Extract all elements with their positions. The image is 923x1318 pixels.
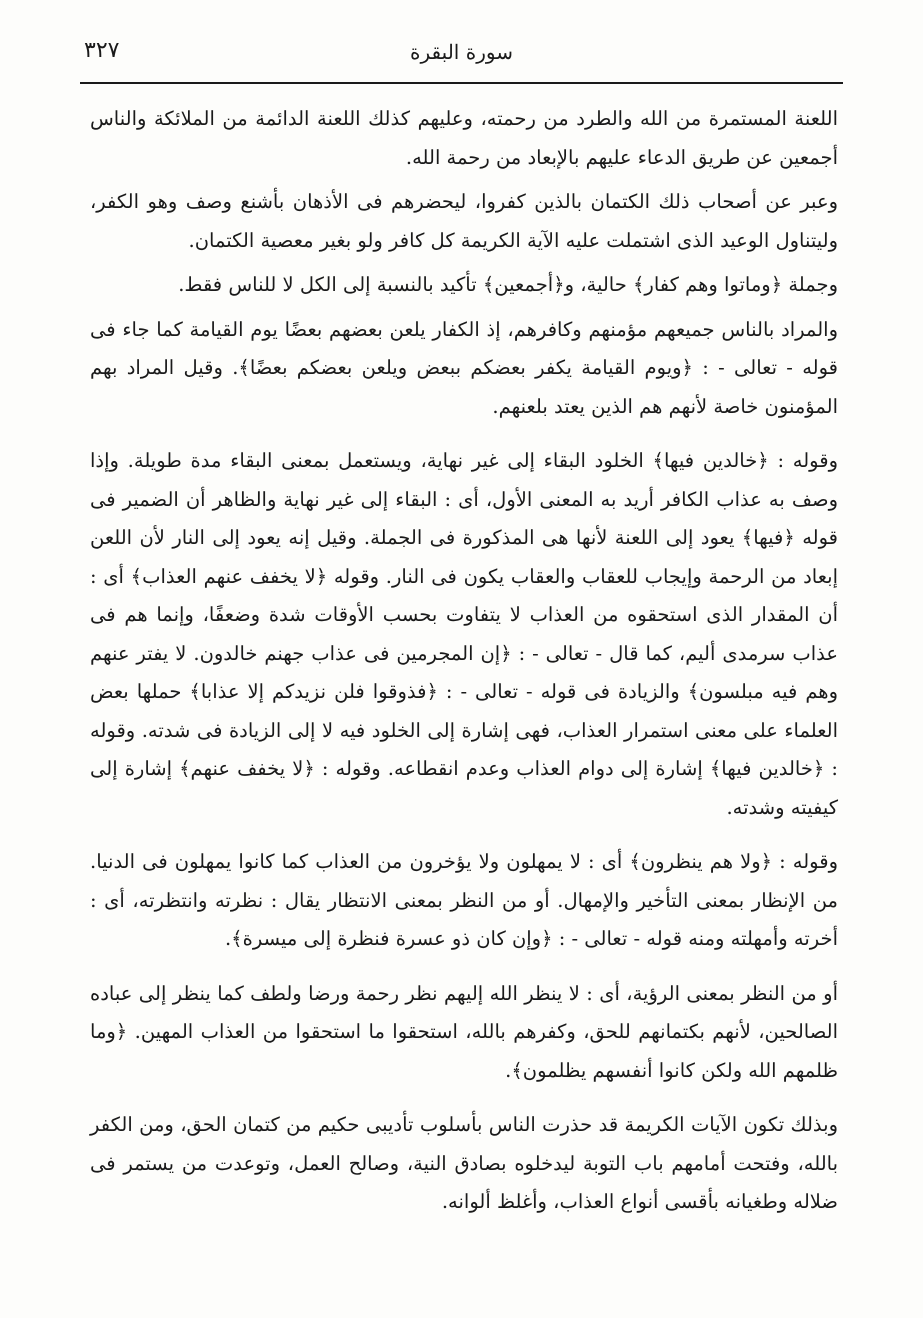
running-title: سورة البقرة [410, 40, 513, 64]
paragraph-4: والمراد بالناس جميعهم مؤمنهم وكافرهم، إذ الكفار يلعن بعضهم بعضًا يوم القيامة كما جاء فى قوله - تعالى - : ﴿ويوم القيامة يكفر بعضكم ببعض ويلعن بعضكم بعضًا﴾. وقيل المراد بهم المؤمنون خاصة لأنهم هم الذين يعتد بلعنهم. [90, 317, 838, 418]
page-number: ٣٢٧ [84, 38, 120, 63]
paragraph-2: وعبر عن أصحاب ذلك الكتمان بالذين كفروا، ليحضرهم فى الأذهان بأشنع وصف وهو الكفر، وليتناول الوعيد الذى اشتملت عليه الآية الكريمة كل كافر ولو بغير معصية الكتمان. [90, 190, 838, 252]
paragraph-1: اللعنة المستمرة من الله والطرد من رحمته، وعليهم كذلك اللعنة الدائمة من الملائكة والناس أجمعين عن طريق الدعاء عليهم بالإبعاد من رحمة الله. [90, 107, 838, 169]
paragraph-6: وقوله : ﴿ولا هم ينظرون﴾ أى : لا يمهلون ولا يؤخرون من العذاب كما كانوا يمهلون فى الدنيا. من الإنظار بمعنى التأخير والإمهال. أو من النظر بمعنى الانتظار يقال : نظرته وانتظرته، أى : أخرته وأمهلته ومنه قوله - تعالى - : ﴿وإن كان ذو عسرة فنظرة إلى ميسرة﴾. [90, 850, 838, 950]
paragraph-7: أو من النظر بمعنى الرؤية، أى : لا ينظر الله إليهم نظر رحمة ورضا ولطف كما ينظر إلى عباده الصالحين، لأنهم بكتمانهم للحق، وكفرهم بالله، استحقوا ما استحقوا من العذاب المهين. ﴿وما ظلمهم الله ولكن كانوا أنفسهم يظلمون﴾. [90, 981, 838, 1082]
paragraph-3: وجملة ﴿وماتوا وهم كفار﴾ حالية، و﴿أجمعين﴾ تأكيد بالنسبة إلى الكل لا للناس فقط. [178, 273, 838, 296]
paragraph-8: وبذلك تكون الآيات الكريمة قد حذرت الناس بأسلوب تأديبى حكيم من كتمان الحق، ومن الكفر بالله، وفتحت أمامهم باب التوبة ليدخلوه بصادق النية، وصالح العمل، وتوعدت من يستمر فى ضلاله وطغيانه بأقسى أنواع العذاب، وأغلظ ألوانه. [90, 1113, 838, 1213]
page-header [80, 38, 843, 80]
paragraph-5: وقوله : ﴿خالدين فيها﴾ الخلود البقاء إلى غير نهاية، ويستعمل بمعنى البقاء مدة طويلة. وإذا وصف به عذاب الكافر أريد به المعنى الأول، أى : البقاء إلى غير نهاية والظاهر أن الضمير فى قوله ﴿فيها﴾ يعود إلى اللعنة لأنها هى المذكورة فى الجملة. وقيل إنه يعود إلى النار لأن اللعن إبعاد من الرحمة وإيجاب للعقاب والعقاب يكون فى النار. وقوله ﴿لا يخفف عنهم العذاب﴾ أى : أن المقدار الذى استحقوه من العذاب لا يتفاوت بحسب الأوقات شدة وضعفًا، وإنما هم فى عذاب سرمدى أليم، كما قال - تعالى - : ﴿إن المجرمين فى عذاب جهنم خالدون. لا يفتر عنهم وهم فيه مبلسون﴾ والزيادة فى قوله - تعالى - : ﴿فذوقوا فلن نزيدكم إلا عذابا﴾ حملها بعض العلماء على معنى استمرار العذاب، فهى إشارة إلى الخلود فيه لا إلى الزيادة فى شدته. وقوله : ﴿خالدين فيها﴾ إشارة إلى دوام العذاب وعدم انقطاعه. وقوله : ﴿لا يخفف عنهم﴾ إشارة إلى كيفيته وشدته. [90, 449, 838, 819]
page-body [90, 100, 838, 1238]
header-rule [80, 82, 843, 84]
